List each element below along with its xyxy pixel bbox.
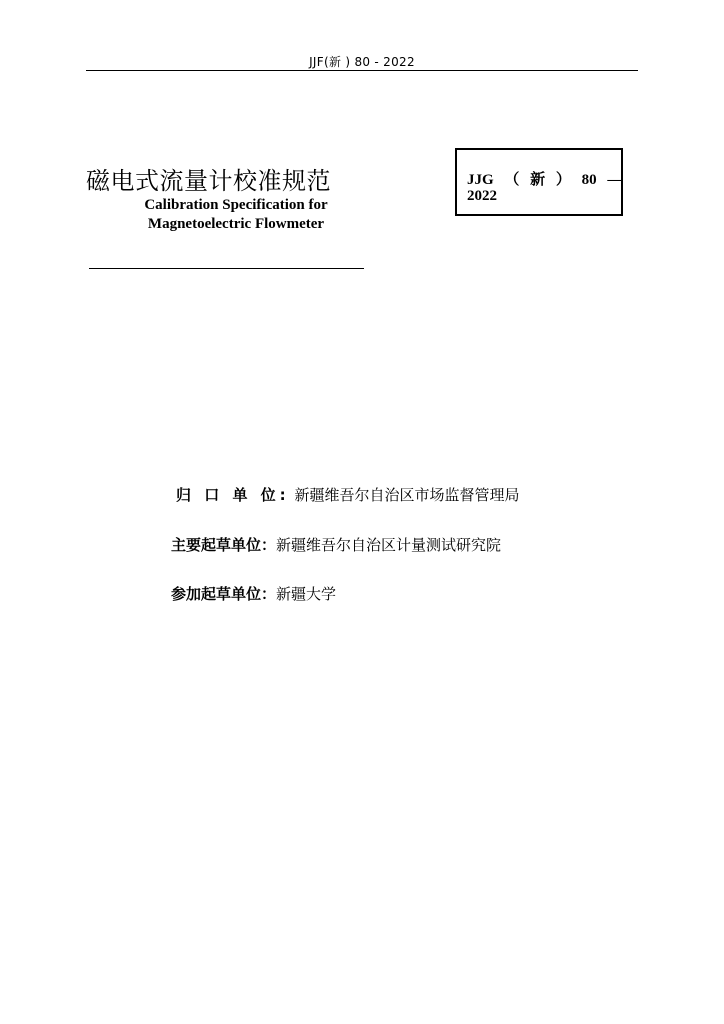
specification-code-line2: 2022: [467, 188, 497, 204]
specification-code-box: [455, 148, 623, 216]
main-drafting-unit-label: 主要起草单位：: [171, 536, 277, 554]
title-english: [86, 196, 386, 234]
responsible-unit-row: [176, 484, 519, 505]
header-rule: [86, 70, 638, 71]
responsible-unit-label: 归 口 单 位:: [176, 486, 290, 504]
participating-unit-row: [171, 583, 336, 604]
title-english-line2: Magnetoelectric Flowmeter: [147, 216, 325, 232]
running-header: JJF(新 ) 80 - 2022: [309, 55, 415, 69]
specification-code-line1: JJG （ 新 ） 80 —: [467, 172, 623, 188]
main-drafting-unit-row: [171, 534, 501, 555]
title-chinese: 磁电式流量计校准规范: [86, 167, 331, 195]
title-english-line1: Calibration Specification for: [144, 197, 328, 213]
responsible-unit-value: 新疆维吾尔自治区市场监督管理局: [289, 486, 520, 504]
title-rule: [89, 268, 364, 269]
participating-unit-value: 新疆大学: [276, 585, 337, 603]
participating-unit-label: 参加起草单位：: [171, 585, 277, 603]
main-drafting-unit-value: 新疆维吾尔自治区计量测试研究院: [276, 536, 502, 554]
